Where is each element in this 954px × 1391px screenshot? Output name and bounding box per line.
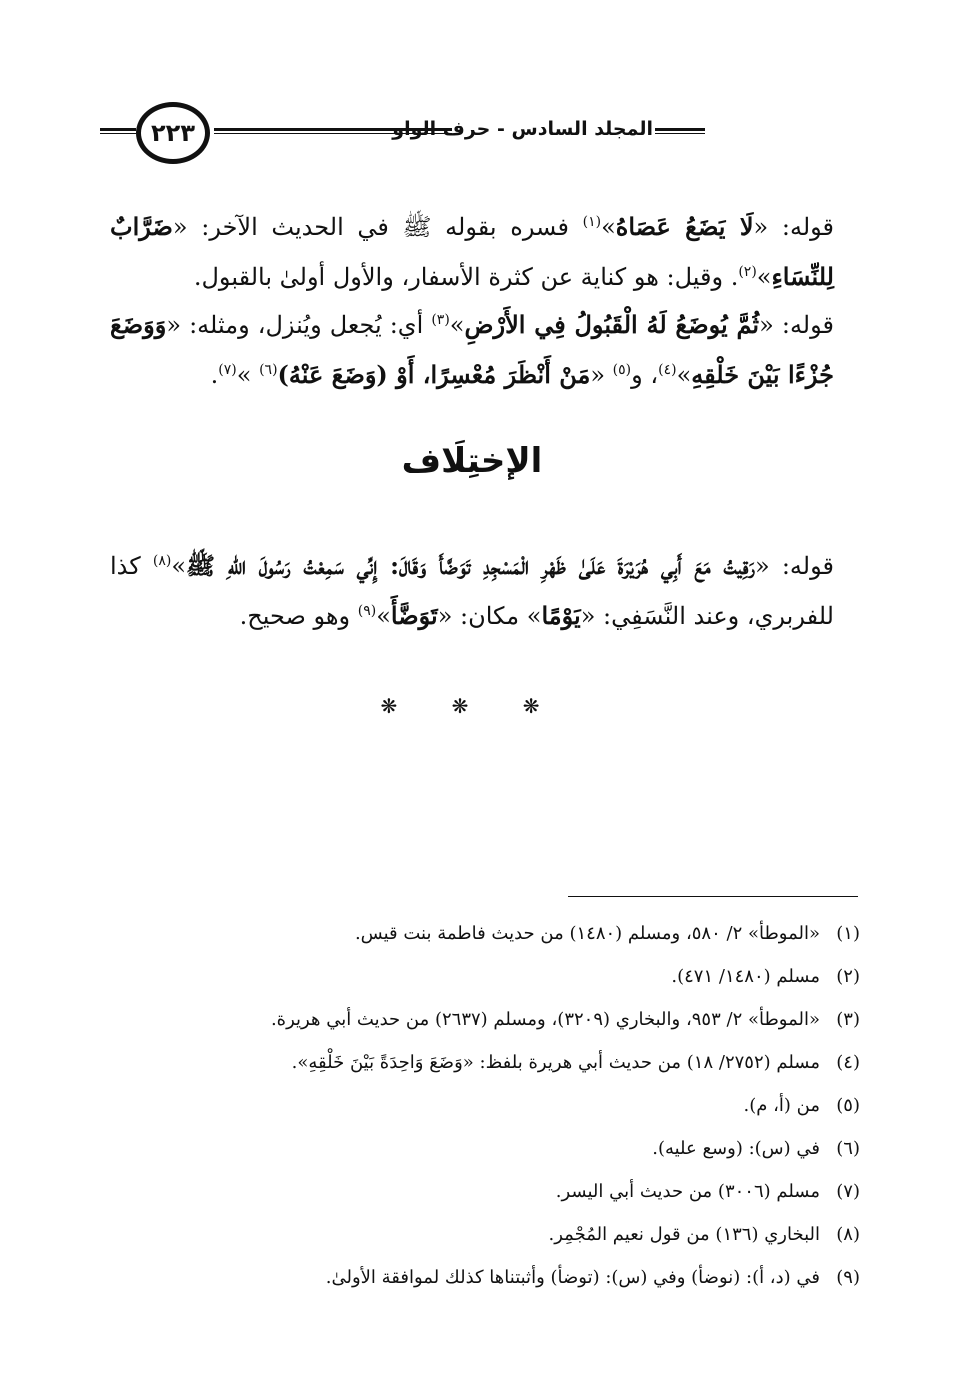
text: » — [601, 213, 616, 241]
text: » — [376, 602, 391, 630]
quoted-hadith-text: تَوَضَّأَ — [390, 601, 438, 630]
footnote-item — [110, 1213, 860, 1256]
text: » — [449, 311, 465, 339]
text: . — [210, 361, 219, 389]
footnote-text: في (س): (وسع عليه). — [652, 1138, 820, 1159]
footnote-ref[interactable]: (١) — [582, 214, 602, 230]
section-separator: ❋ ❋ ❋ — [380, 694, 564, 718]
text: أي: يُجعل ويُنزل، ومثله: « — [166, 311, 432, 339]
footnote-ref[interactable]: (٢) — [738, 264, 757, 280]
quoted-hadith-text: مَنْ أَنْظَرَ مُعْسِرًا، أَوْ (وَضَعَ عَنْهُ) — [277, 360, 591, 389]
text: ، و — [631, 361, 659, 389]
footnote-text: مسلم (٣٠٠٦) من حديث أبي اليسر. — [555, 1181, 820, 1202]
text: وهو صحيح. — [239, 602, 358, 630]
footnote-ref[interactable]: (٥) — [612, 362, 632, 378]
footnote-ref[interactable]: (٧) — [218, 362, 237, 378]
footnote-item — [110, 912, 860, 955]
footnote-number: (٣) — [836, 1009, 860, 1030]
footnote-item — [110, 1127, 860, 1170]
footnote-item — [110, 1170, 860, 1213]
footnote-number: (٥) — [836, 1095, 860, 1116]
text: قوله: « — [759, 311, 834, 339]
quoted-hadith-text: يَوْمًا — [541, 601, 581, 630]
footnote-item — [110, 955, 860, 998]
footnote-number: (٨) — [836, 1224, 860, 1245]
footnote-number: (١) — [836, 923, 860, 944]
quoted-hadith-text: ثُمَّ يُوضَعُ لَهُ الْقَبُولُ فِي الأَرْضِ — [464, 310, 760, 339]
footnote-rule — [568, 896, 858, 897]
footnote-ref[interactable]: (٦) — [259, 362, 278, 378]
text: » — [676, 361, 692, 389]
footnote-text: البخاري (١٣٦) من قول نعيم المُجْمِر. — [548, 1224, 820, 1245]
footnote-item — [110, 1041, 860, 1084]
footnote-text: «الموطأ» ٢/ ٥٨٠، ومسلم (١٤٨٠) من حديث فاطمة بنت قيس. — [354, 923, 820, 944]
footnote-ref[interactable]: (٤) — [658, 362, 677, 378]
paragraph-2 — [110, 300, 834, 400]
quoted-hadith-text: لَا يَضَعُ عَصَاهُ — [615, 212, 754, 241]
footnote-text: «الموطأ» ٢/ ٩٥٣، والبخاري (٣٢٠٩)، ومسلم (٢٦٣٧) من حديث أبي هريرة. — [270, 1009, 820, 1030]
footnote-number: (٧) — [836, 1181, 860, 1202]
paragraph-1 — [110, 202, 834, 302]
running-title: المجلد السادس - حرف الواو — [392, 118, 653, 140]
header-rule-left — [100, 128, 136, 134]
quoted-hadith-text: وَوَضَعَ جُزْءًا بَيْنَ خَلْقِهِ — [110, 310, 834, 389]
quoted-hadith-text: رَقِيتُ مَعَ أَبِي هُرَيْرَةَ عَلَىٰ ظَهْرِ الْمَسْجِدِ تَوَضَّأَ وَقَالَ: إِنِّي سَمِعْتُ رَسُولَ اللهِ ﷺ — [186, 551, 755, 580]
footnote-text: من (أ، م). — [743, 1095, 820, 1116]
footnotes-list — [110, 912, 860, 1299]
footnote-text: مسلم (٢٧٥٢/ ١٨) من حديث أبي هريرة بلفظ: «وَضَعَ وَاحِدَةً بَيْنَ خَلْقِهِ». — [291, 1052, 820, 1073]
text: . وقيل: هو كناية عن كثرة الأسفار، والأول أولىٰ بالقبول. — [193, 263, 739, 291]
running-header — [100, 98, 856, 168]
paragraph-3 — [110, 541, 834, 641]
footnote-number: (٤) — [836, 1052, 860, 1073]
footnote-text: في (د، أ): (نوضأ) وفي (س): (توضأ) وأثبتناها كذلك لموافقة الأولىٰ. — [325, 1267, 820, 1288]
text: قوله: « — [753, 213, 834, 241]
footnote-item — [110, 1256, 860, 1299]
footnote-number: (٢) — [836, 966, 860, 987]
text: كذا للفربري، وعند النَّسَفِي: « — [110, 552, 834, 630]
text: فسره بقوله ﷺ في الحديث الآخر: « — [172, 213, 583, 241]
header-rule-middle — [214, 128, 452, 134]
section-heading: الإختِلَاف — [401, 441, 543, 481]
text: » مكان: « — [437, 602, 542, 630]
footnote-number: (٩) — [836, 1267, 860, 1288]
text: » — [756, 263, 772, 291]
footnote-item — [110, 1084, 860, 1127]
page-number: ٢٢٣ — [136, 102, 210, 164]
footnote-item — [110, 998, 860, 1041]
header-rule-right — [655, 128, 705, 134]
text: » — [171, 552, 187, 580]
text: « — [590, 361, 613, 389]
text: » — [236, 361, 260, 389]
footnote-ref[interactable]: (٨) — [152, 553, 172, 569]
footnote-text: مسلم (١٤٨٠/ ٤٧١). — [671, 966, 820, 987]
quoted-hadith-text: ضَرَّابٌ لِلنِّسَاءِ — [110, 212, 834, 291]
footnote-number: (٦) — [836, 1138, 860, 1159]
footnote-ref[interactable]: (٩) — [357, 603, 377, 619]
text: قوله: « — [754, 552, 834, 580]
footnote-ref[interactable]: (٣) — [431, 312, 450, 328]
